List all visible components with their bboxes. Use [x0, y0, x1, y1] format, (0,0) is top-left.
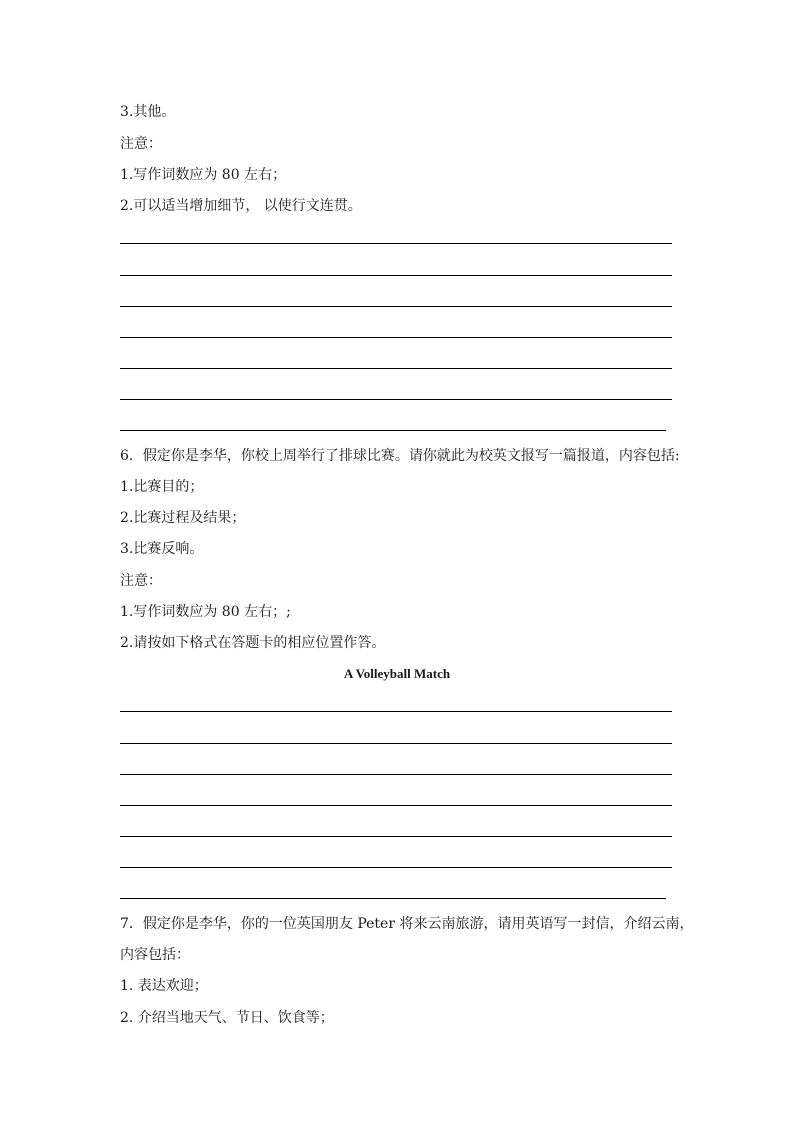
text-line: 2.可以适当增加细节， 以使行文连贯。	[120, 198, 362, 214]
text-line: 1.比赛目的；	[120, 479, 204, 495]
answer-line	[120, 836, 672, 837]
answer-line	[120, 368, 672, 369]
answer-line	[120, 805, 672, 806]
answer-line	[120, 399, 672, 400]
question-6-prompt: 6．假定你是李华，你校上周举行了排球比赛。请你就此为校英文报写一篇报道，内容包括:	[120, 448, 680, 464]
answer-line	[120, 275, 672, 276]
text-line: 注意：	[120, 136, 162, 152]
text-line: 内容包括：	[120, 947, 190, 963]
answer-line	[120, 306, 672, 307]
answer-line	[120, 243, 672, 244]
answer-line	[120, 898, 666, 899]
answer-line	[120, 867, 672, 868]
answer-line	[120, 337, 672, 338]
text-line: 1.写作词数应为 80 左右；	[120, 167, 287, 183]
essay-title: A Volleyball Match	[343, 666, 451, 681]
text-line: 2.比赛过程及结果；	[120, 510, 246, 526]
text-line: 3.比赛反响。	[120, 541, 204, 557]
text-line: 注意：	[120, 573, 162, 589]
answer-line	[120, 430, 666, 431]
question-7-prompt: 7．假定你是李华，你的一位英国朋友 Peter 将来云南旅游，请用英语写一封信，介绍云南，	[120, 916, 694, 932]
answer-line	[120, 743, 672, 744]
answer-line	[120, 711, 672, 712]
text-line: 2. 介绍当地天气、节日、饮食等；	[120, 1010, 334, 1026]
text-line: 1. 表达欢迎；	[120, 978, 208, 994]
text-line: 2.请按如下格式在答题卡的相应位置作答。	[120, 635, 386, 651]
answer-line	[120, 774, 672, 775]
text-line: 3.其他。	[120, 104, 176, 120]
text-line: 1.写作词数应为 80 左右；;	[120, 604, 291, 620]
